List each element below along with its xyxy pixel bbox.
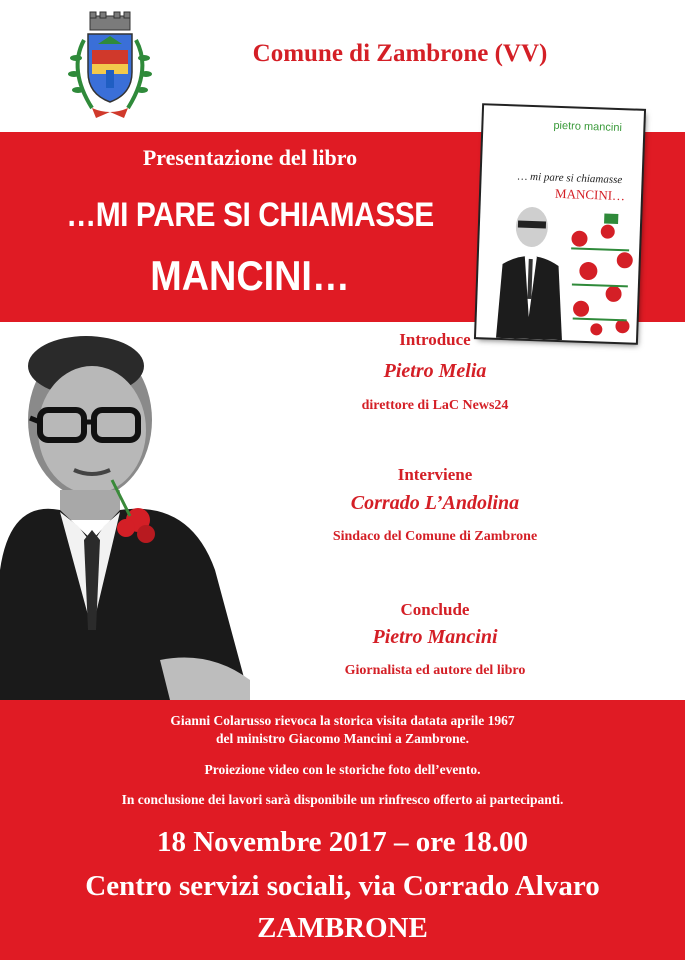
portrait-photo xyxy=(0,330,270,700)
info-line-3: Proiezione video con le storiche foto dell’evento. xyxy=(204,762,481,777)
event-town: ZAMBRONE xyxy=(257,912,428,944)
presentation-subtitle: Presentazione del libro xyxy=(142,145,358,170)
speaker-2-role: Sindaco del Comune di Zambrone xyxy=(332,529,538,544)
speaker-2-name: Corrado L’Andolina xyxy=(350,492,520,514)
speaker-1-label: Introduce xyxy=(399,330,471,349)
info-line-1: Gianni Colarusso rievoca la storica visita datata aprile 1967 xyxy=(170,713,515,728)
book-cover-author: pietro mancini xyxy=(553,119,623,135)
book-cover-title-line1: … mi pare si chiamasse xyxy=(517,170,623,187)
municipality-title: Comune di Zambrone (VV) xyxy=(252,40,548,67)
event-datetime: 18 Novembre 2017 – ore 18.00 xyxy=(156,826,529,858)
book-title-line2: MANCINI… xyxy=(150,252,350,299)
speaker-1-role: direttore di LaC News24 xyxy=(361,398,509,413)
speaker-2-label: Interviene xyxy=(397,465,473,484)
speaker-3-role: Giornalista ed autore del libro xyxy=(344,663,526,678)
coat-of-arms-icon xyxy=(62,10,158,122)
speaker-3-name: Pietro Mancini xyxy=(372,626,498,648)
speaker-3-label: Conclude xyxy=(400,600,470,619)
info-line-2: del ministro Giacomo Mancini a Zambrone. xyxy=(216,731,469,746)
book-cover-art xyxy=(476,205,641,343)
book-cover xyxy=(476,105,644,342)
book-title-line1: …MI PARE SI CHIAMASSE xyxy=(66,196,434,234)
info-line-4: In conclusione dei lavori sarà disponibile un rinfresco offerto ai partecipanti. xyxy=(121,792,564,807)
book-cover-title-line2: MANCINI… xyxy=(554,185,626,204)
event-venue: Centro servizi sociali, via Corrado Alvaro xyxy=(85,870,600,902)
speaker-1-name: Pietro Melia xyxy=(383,360,487,382)
